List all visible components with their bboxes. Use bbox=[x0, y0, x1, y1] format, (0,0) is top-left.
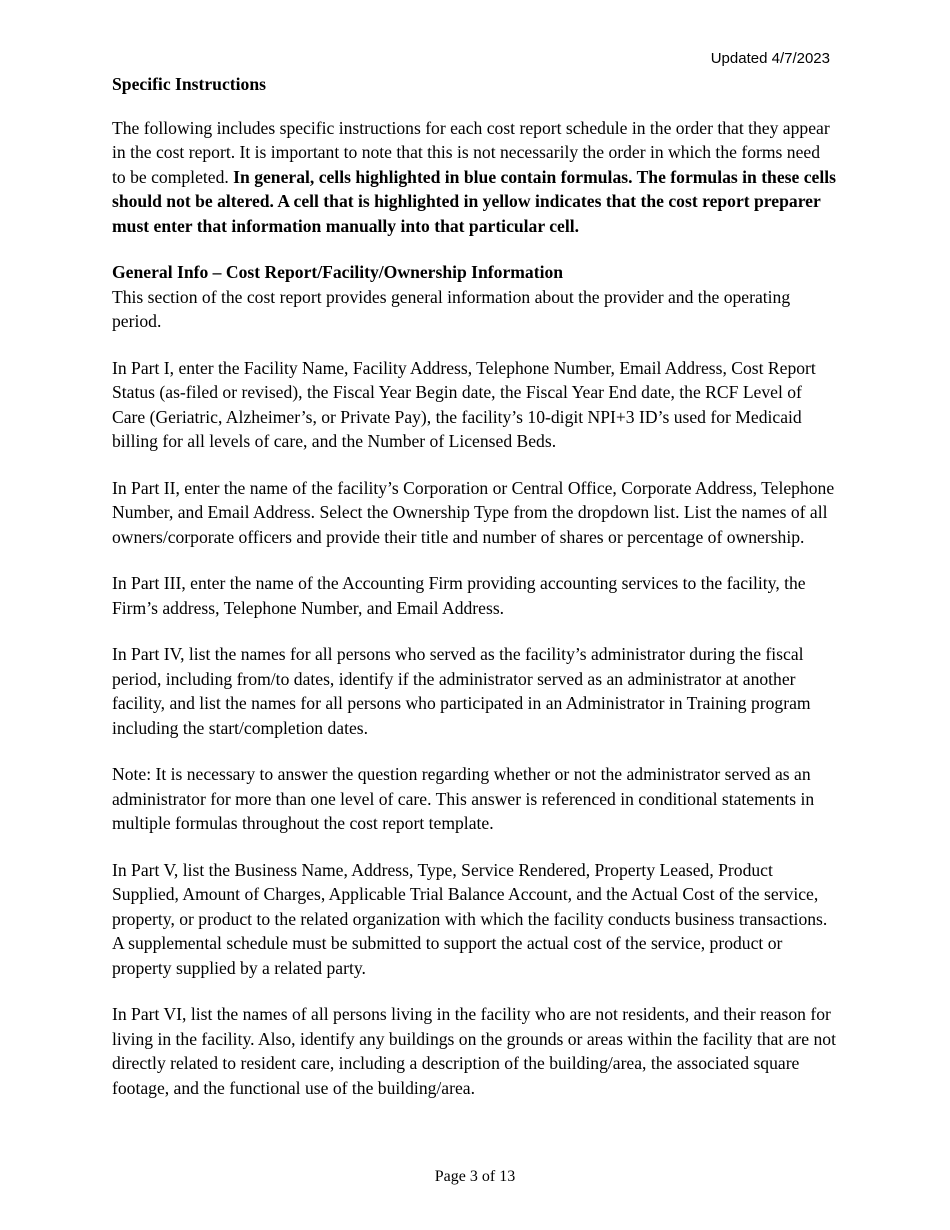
paragraph-part-5: In Part V, list the Business Name, Address, Type, Service Rendered, Property Leased, Product Supplied, Amount of Charges, Applicable Trial Balance Account, and the Actual Cost of the service, property, or product to the related organization with which the facility conducts business transactions. A supplemental schedule must be submitted to support the actual cost of the service, product or property supplied by a related party. bbox=[112, 859, 828, 978]
intro-text: The following includes specific instructions for each cost report schedule in the order that they appear in the cost report. It is important to note that this is not necessarily the order in which the forms need to be completed. bbox=[112, 117, 830, 187]
general-info-text: This section of the cost report provides general information about the provider and the operating period. bbox=[112, 286, 791, 331]
paragraph-note: Note: It is necessary to answer the question regarding whether or not the administrator served as an administrator for more than one level of care. This answer is referenced in conditional statements in multiple formulas throughout the cost report template. bbox=[112, 764, 815, 833]
paragraph-part-2: In Part II, enter the name of the facility’s Corporation or Central Office, Corporate Address, Telephone Number, and Email Address. Select the Ownership Type from the dropdown list. List the names of all owners/corporate officers and provide their title and number of shares or percentage of ownership. bbox=[112, 477, 835, 547]
updated-date: Updated 4/7/2023 bbox=[710, 50, 830, 67]
document-body bbox=[112, 72, 836, 1100]
intro-paragraph bbox=[112, 116, 836, 239]
paragraph-part-3: In Part III, enter the name of the Accounting Firm providing accounting services to the facility, the Firm’s address, Telephone Number, and Email Address. bbox=[112, 573, 806, 618]
general-info-heading: General Info – Cost Report/Facility/Ownership Information bbox=[112, 262, 564, 282]
paragraph-part-1: In Part I, enter the Facility Name, Facility Address, Telephone Number, Email Address, Cost Report Status (as-filed or revised), the Fiscal Year Begin date, the Fiscal Year End date, the RCF Level of Care (Geriatric, Alzheimer’s, or Private Pay), the facility’s 10-digit NPI+3 ID’s used for Medicaid billing for all levels of care, and the Number of Licensed Beds. bbox=[112, 357, 816, 451]
general-info-section bbox=[112, 260, 836, 334]
page-title: Specific Instructions bbox=[112, 74, 266, 94]
paragraph-part-4: In Part IV, list the names for all persons who served as the facility’s administrator during the fiscal period, including from/to dates, identify if the administrator served as an administrator at another facility, and list the names for all persons who participated in an Administrator in Training program including the start/completion dates. bbox=[112, 644, 811, 738]
page-number: Page 3 of 13 bbox=[434, 1168, 516, 1185]
paragraph-part-6: In Part VI, list the names of all persons living in the facility who are not residents, and their reason for living in the facility. Also, identify any buildings on the grounds or areas within the facility that are not directly related to resident care, including a description of the building/area, the associated square footage, and the functional use of the building/area. bbox=[112, 1004, 836, 1098]
intro-bold-text: In general, cells highlighted in blue contain formulas. The formulas in these cells should not be altered. A cell that is highlighted in yellow indicates that the cost report preparer must enter that information manually into that particular cell. bbox=[112, 166, 836, 236]
